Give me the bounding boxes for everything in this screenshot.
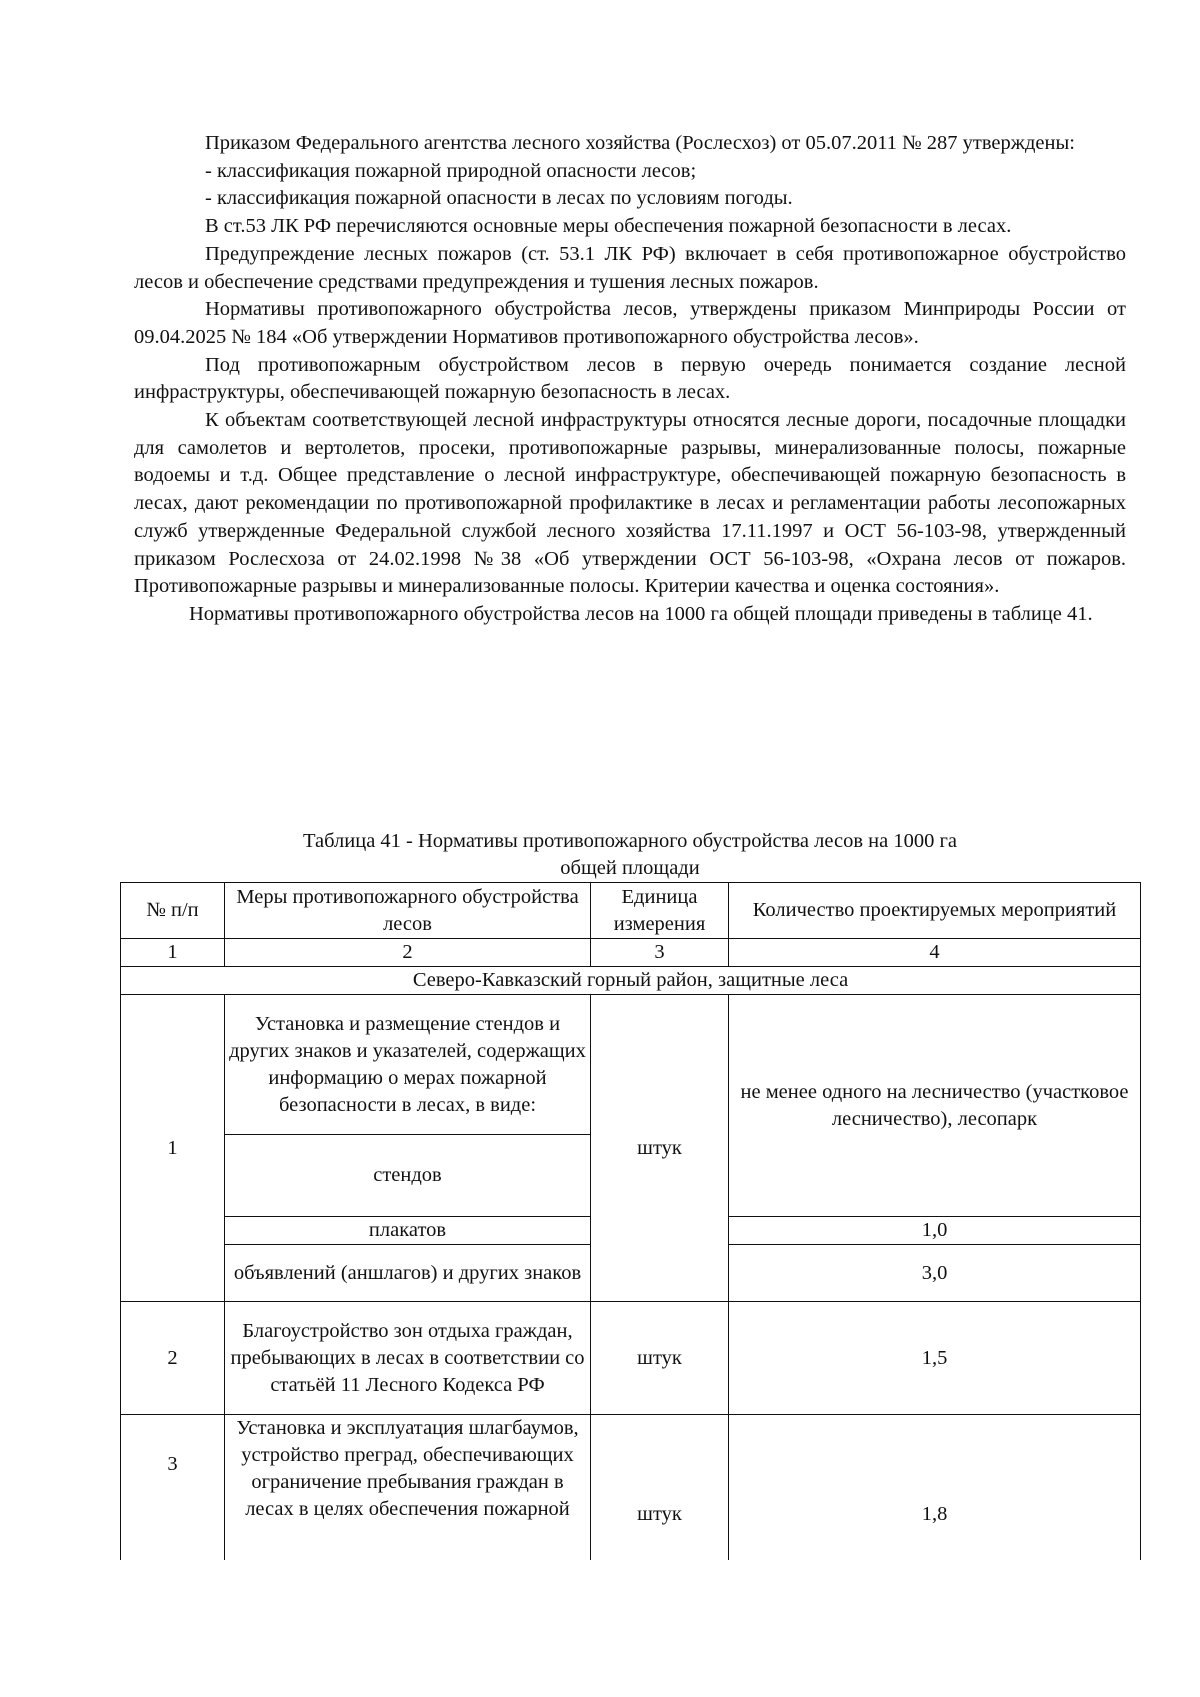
paragraph: - классификация пожарной опасности в лесах по условиям погоды. [205,187,793,210]
paragraph: Нормативы противопожарного обустройства лесов, утверждены приказом Минприроды России от 09.04.2025 № 184 «Об утверждении Нормативов противопожарного обустройства лесов». [134,298,1126,348]
region-cell: Северо-Кавказский горный район, защитные леса [121,967,1141,995]
header-cell: Единица измерения [591,883,729,939]
table-caption-line: Таблица 41 - Нормативы противопожарного обустройства лесов на 1000 га [303,830,957,852]
amount-cell: 1,0 [729,1217,1141,1245]
table-caption-line: общей площади [560,857,700,879]
amount-cell: 3,0 [729,1245,1141,1302]
measure-cell: Благоустройство зон отдыха граждан, пребывающих в лесах в соответствии со статьёй 11 Лесного Кодекса РФ [225,1302,591,1415]
unit-cell: штук [591,995,729,1302]
header-cell: Количество проектируемых мероприятий [729,883,1141,939]
unit-cell: штук [591,1302,729,1415]
table-row [121,1302,1141,1415]
norms-table [120,882,1141,1560]
amount-cell: 1,5 [729,1302,1141,1415]
paragraph: В ст.53 ЛК РФ перечисляются основные меры обеспечения пожарной безопасности в лесах. [205,215,1012,238]
row-number: 2 [121,1302,225,1415]
body-text [134,130,1126,629]
measure-cell: Установка и размещение стендов и других знаков и указателей, содержащих информацию о мерах пожарной безопасности в лесах, в виде: [225,995,591,1135]
amount-cell: 1,8 [729,1415,1141,1560]
paragraph: Нормативы противопожарного обустройства лесов на 1000 га общей площади приведены в таблице 41. [189,602,1093,625]
paragraph: - классификация пожарной природной опасности лесов; [205,159,697,182]
column-number-row [121,939,1141,967]
table-header-row [121,883,1141,939]
header-cell: Меры противопожарного обустройства лесов [225,883,591,939]
paragraph: К объектам соответствующей лесной инфраструктуры относятся лесные дороги, посадочные площадки для самолетов и вертолетов, просеки, противопожарные разрывы, минерализованные полосы, пожарные водоемы и т.д. Общее представление о лесной инфраструктуре, обеспечивающей пожарную безопасность в лесах, дают рекомендации по противопожарной профилактике в лесах и регламентации работы лесопожарных служб утвержденные Федеральной службой лесного хозяйства 17.11.1997 и ОСТ 56-103-98, утвержденный приказом Рослесхоза от 24.02.1998 №38 «Об утверждении ОСТ 56-103-98, «Охрана лесов от пожаров. Противопожарные разрывы и минерализованные полосы. Критерии качества и оценка состояния». [134,409,1126,598]
column-number: 1 [121,939,225,967]
region-row [121,967,1141,995]
table-row [121,1415,1141,1560]
measure-cell: объявлений (аншлагов) и других знаков [225,1245,591,1302]
header-cell: № п/п [121,883,225,939]
unit-cell: штук [591,1415,729,1560]
row-number: 3 [121,1415,225,1560]
measure-cell: стендов [225,1135,591,1217]
column-number: 3 [591,939,729,967]
paragraph: Приказом Федерального агентства лесного хозяйства (Рослесхоз) от 05.07.2011 № 287 утверждены: [205,132,1075,154]
paragraph: Под противопожарным обустройством лесов в первую очередь понимается создание лесной инфраструктуры, обеспечивающей пожарную безопасность в лесах. [134,353,1126,404]
measure-cell: плакатов [225,1217,591,1245]
row-number: 1 [121,995,225,1302]
paragraph: Предупреждение лесных пожаров (ст. 53.1 ЛК РФ) включает в себя противопожарное обустройство лесов и обеспечение средствами предупреждения и тушения лесных пожаров. [134,242,1126,293]
measure-cell: Установка и эксплуатация шлагбаумов, устройство преград, обеспечивающих ограничение пребывания граждан в лесах в целях обеспечения пожарной [225,1415,591,1560]
column-number: 2 [225,939,591,967]
column-number: 4 [729,939,1141,967]
amount-cell: не менее одного на лесничество (участковое лесничество), лесопарк [729,995,1141,1217]
table-row [121,995,1141,1135]
table-caption [120,828,1140,882]
